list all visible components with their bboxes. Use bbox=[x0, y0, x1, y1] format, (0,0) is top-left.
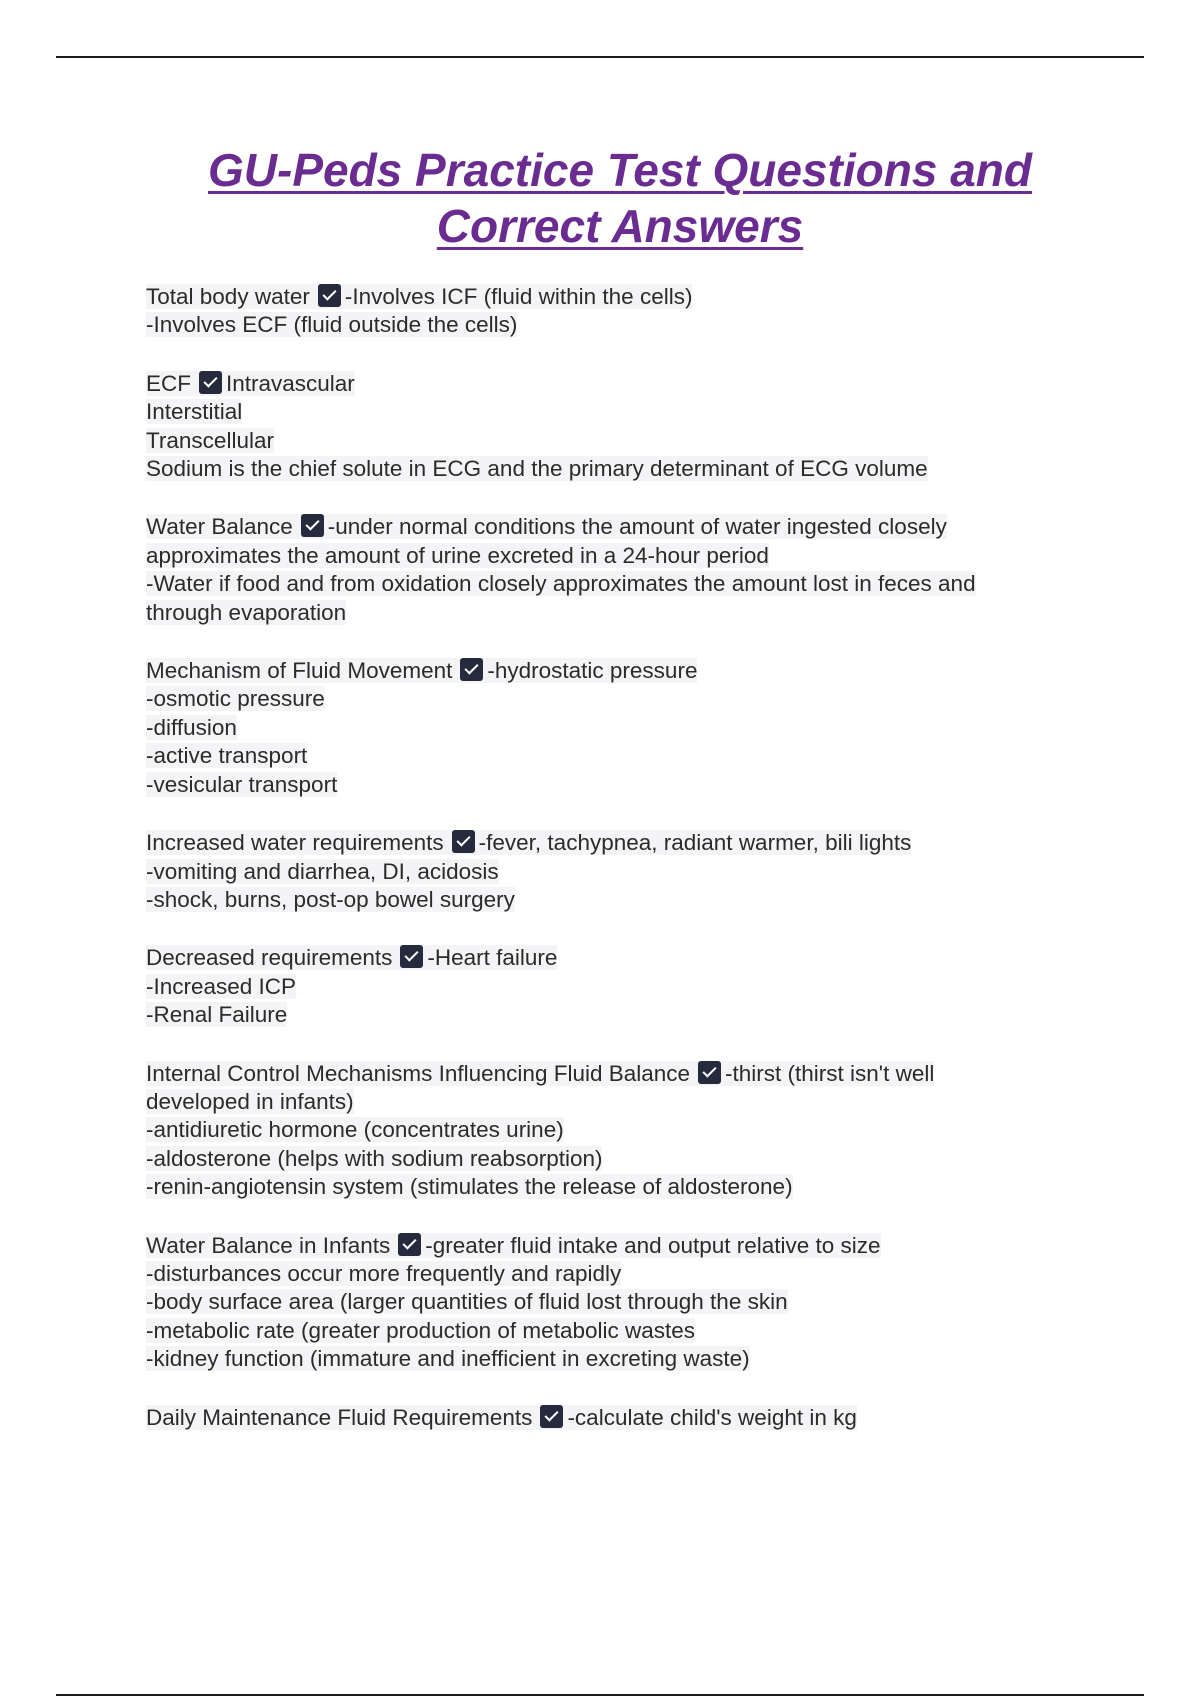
checkmark-box-icon bbox=[318, 284, 341, 307]
flashcard-answer-text: -vesicular transport bbox=[146, 771, 338, 797]
flashcard-answer-line bbox=[146, 1001, 1066, 1029]
flashcard-answer-line bbox=[146, 1288, 1066, 1316]
flashcard-answer-line bbox=[146, 599, 1066, 627]
flashcard-list bbox=[146, 283, 1066, 1462]
flashcard-answer-text: -kidney function (immature and inefficient in excreting waste) bbox=[146, 1346, 750, 1372]
flashcard-first-line bbox=[146, 829, 1066, 857]
flashcard-term: Mechanism of Fluid Movement bbox=[146, 658, 453, 684]
checkmark-box-icon bbox=[199, 371, 222, 394]
question-answer-highlight bbox=[146, 1061, 934, 1086]
flashcard-answer-text: -Increased ICP bbox=[146, 973, 297, 999]
flashcard-answer-text: -diffusion bbox=[146, 714, 237, 740]
flashcard-answer-text: -Water if food and from oxidation closely approximates the amount lost in feces and bbox=[146, 571, 976, 597]
flashcard bbox=[146, 1232, 1066, 1374]
flashcard-term: ECF bbox=[146, 370, 191, 396]
question-answer-highlight bbox=[146, 1233, 881, 1258]
flashcard-answer-text: -osmotic pressure bbox=[146, 686, 325, 712]
flashcard-first-line bbox=[146, 1232, 1066, 1260]
flashcard-answer-text: developed in infants) bbox=[146, 1088, 354, 1114]
flashcard-answer-line bbox=[146, 427, 1066, 455]
page-title bbox=[140, 142, 1100, 254]
flashcard-answer-line bbox=[146, 1116, 1066, 1144]
flashcard-answer-text: -shock, burns, post-op bowel surgery bbox=[146, 886, 515, 912]
flashcard-term: Daily Maintenance Fluid Requirements bbox=[146, 1404, 533, 1430]
checkmark-box-icon bbox=[398, 1233, 421, 1256]
flashcard-answer-text: approximates the amount of urine excreted in a 24-hour period bbox=[146, 542, 769, 568]
bottom-rule bbox=[56, 1694, 1144, 1696]
flashcard-first-line bbox=[146, 370, 1066, 398]
flashcard-first-line bbox=[146, 513, 1066, 541]
flashcard-term: Water Balance bbox=[146, 514, 293, 540]
flashcard-answer-text: Transcellular bbox=[146, 427, 274, 453]
flashcard-term: Decreased requirements bbox=[146, 945, 393, 971]
flashcard-answer-line bbox=[146, 1145, 1066, 1173]
question-answer-highlight bbox=[146, 284, 692, 309]
top-rule bbox=[56, 56, 1144, 58]
title-line-1: GU-Peds Practice Test Questions and bbox=[208, 144, 1032, 196]
flashcard-answer-line bbox=[146, 1260, 1066, 1288]
flashcard-answer-line bbox=[146, 311, 1066, 339]
flashcard-answer-text: -body surface area (larger quantities of fluid lost through the skin bbox=[146, 1289, 788, 1315]
flashcard-answer-line bbox=[146, 1088, 1066, 1116]
flashcard-answer-first: -Heart failure bbox=[427, 945, 558, 971]
flashcard-answer-first: -calculate child's weight in kg bbox=[567, 1404, 857, 1430]
flashcard-answer-first: Intravascular bbox=[226, 370, 355, 396]
checkmark-box-icon bbox=[301, 514, 324, 537]
flashcard bbox=[146, 1404, 1066, 1432]
flashcard-answer-line bbox=[146, 542, 1066, 570]
flashcard-answer-text: through evaporation bbox=[146, 599, 347, 625]
flashcard-first-line bbox=[146, 1060, 1066, 1088]
flashcard-answer-line bbox=[146, 1317, 1066, 1345]
flashcard-answer-text: -disturbances occur more frequently and rapidly bbox=[146, 1260, 622, 1286]
flashcard-answer-first: -greater fluid intake and output relative to size bbox=[425, 1232, 881, 1258]
flashcard-answer-text: Interstitial bbox=[146, 399, 243, 425]
flashcard-answer-text: -renin-angiotensin system (stimulates the release of aldosterone) bbox=[146, 1174, 793, 1200]
flashcard-answer-line bbox=[146, 685, 1066, 713]
flashcard-answer-line bbox=[146, 714, 1066, 742]
checkmark-box-icon bbox=[460, 658, 483, 681]
flashcard-answer-line bbox=[146, 1173, 1066, 1201]
checkmark-box-icon bbox=[452, 830, 475, 853]
flashcard-answer-line bbox=[146, 771, 1066, 799]
flashcard bbox=[146, 283, 1066, 340]
flashcard-answer-text: -aldosterone (helps with sodium reabsorption) bbox=[146, 1145, 603, 1171]
flashcard-answer-text: -Renal Failure bbox=[146, 1002, 288, 1028]
checkmark-box-icon bbox=[698, 1061, 721, 1084]
question-answer-highlight bbox=[146, 830, 911, 855]
flashcard-answer-text: Sodium is the chief solute in ECG and the primary determinant of ECG volume bbox=[146, 456, 928, 482]
flashcard bbox=[146, 829, 1066, 914]
question-answer-highlight bbox=[146, 371, 355, 396]
flashcard-answer-first: -fever, tachypnea, radiant warmer, bili lights bbox=[478, 830, 912, 856]
checkmark-box-icon bbox=[540, 1405, 563, 1428]
flashcard bbox=[146, 513, 1066, 627]
flashcard-answer-text: -Involves ECF (fluid outside the cells) bbox=[146, 312, 518, 338]
flashcard-answer-line bbox=[146, 455, 1066, 483]
flashcard-answer-line bbox=[146, 398, 1066, 426]
flashcard-term: Total body water bbox=[146, 284, 310, 309]
flashcard-answer-line bbox=[146, 886, 1066, 914]
flashcard-term: Increased water requirements bbox=[146, 830, 444, 856]
flashcard-answer-line bbox=[146, 742, 1066, 770]
flashcard-answer-text: -metabolic rate (greater production of metabolic wastes bbox=[146, 1317, 696, 1343]
question-answer-highlight bbox=[146, 658, 697, 683]
flashcard bbox=[146, 370, 1066, 484]
flashcard-first-line bbox=[146, 944, 1066, 972]
flashcard-answer-line bbox=[146, 1345, 1066, 1373]
flashcard-answer-text: -antidiuretic hormone (concentrates urine) bbox=[146, 1117, 564, 1143]
flashcard-answer-first: -Involves ICF (fluid within the cells) bbox=[344, 284, 693, 309]
flashcard-first-line bbox=[146, 657, 1066, 685]
question-answer-highlight bbox=[146, 945, 557, 970]
flashcard bbox=[146, 944, 1066, 1029]
flashcard-answer-first: -thirst (thirst isn't well bbox=[725, 1060, 935, 1086]
title-line-2: Correct Answers bbox=[436, 200, 804, 252]
flashcard-first-line bbox=[146, 1404, 1066, 1432]
question-answer-highlight bbox=[146, 1405, 857, 1430]
flashcard-answer-first: -hydrostatic pressure bbox=[487, 658, 698, 684]
flashcard-term: Internal Control Mechanisms Influencing Fluid Balance bbox=[146, 1060, 691, 1086]
checkmark-box-icon bbox=[400, 945, 423, 968]
flashcard-answer-text: -vomiting and diarrhea, DI, acidosis bbox=[146, 858, 499, 884]
question-answer-highlight bbox=[146, 514, 947, 539]
flashcard-answer-line bbox=[146, 858, 1066, 886]
flashcard-term: Water Balance in Infants bbox=[146, 1232, 391, 1258]
flashcard-answer-text: -active transport bbox=[146, 743, 308, 769]
flashcard-answer-line bbox=[146, 973, 1066, 1001]
flashcard-answer-first: -under normal conditions the amount of water ingested closely bbox=[327, 514, 947, 540]
flashcard-answer-line bbox=[146, 570, 1066, 598]
flashcard bbox=[146, 1060, 1066, 1202]
flashcard-first-line bbox=[146, 283, 1066, 311]
flashcard bbox=[146, 657, 1066, 799]
